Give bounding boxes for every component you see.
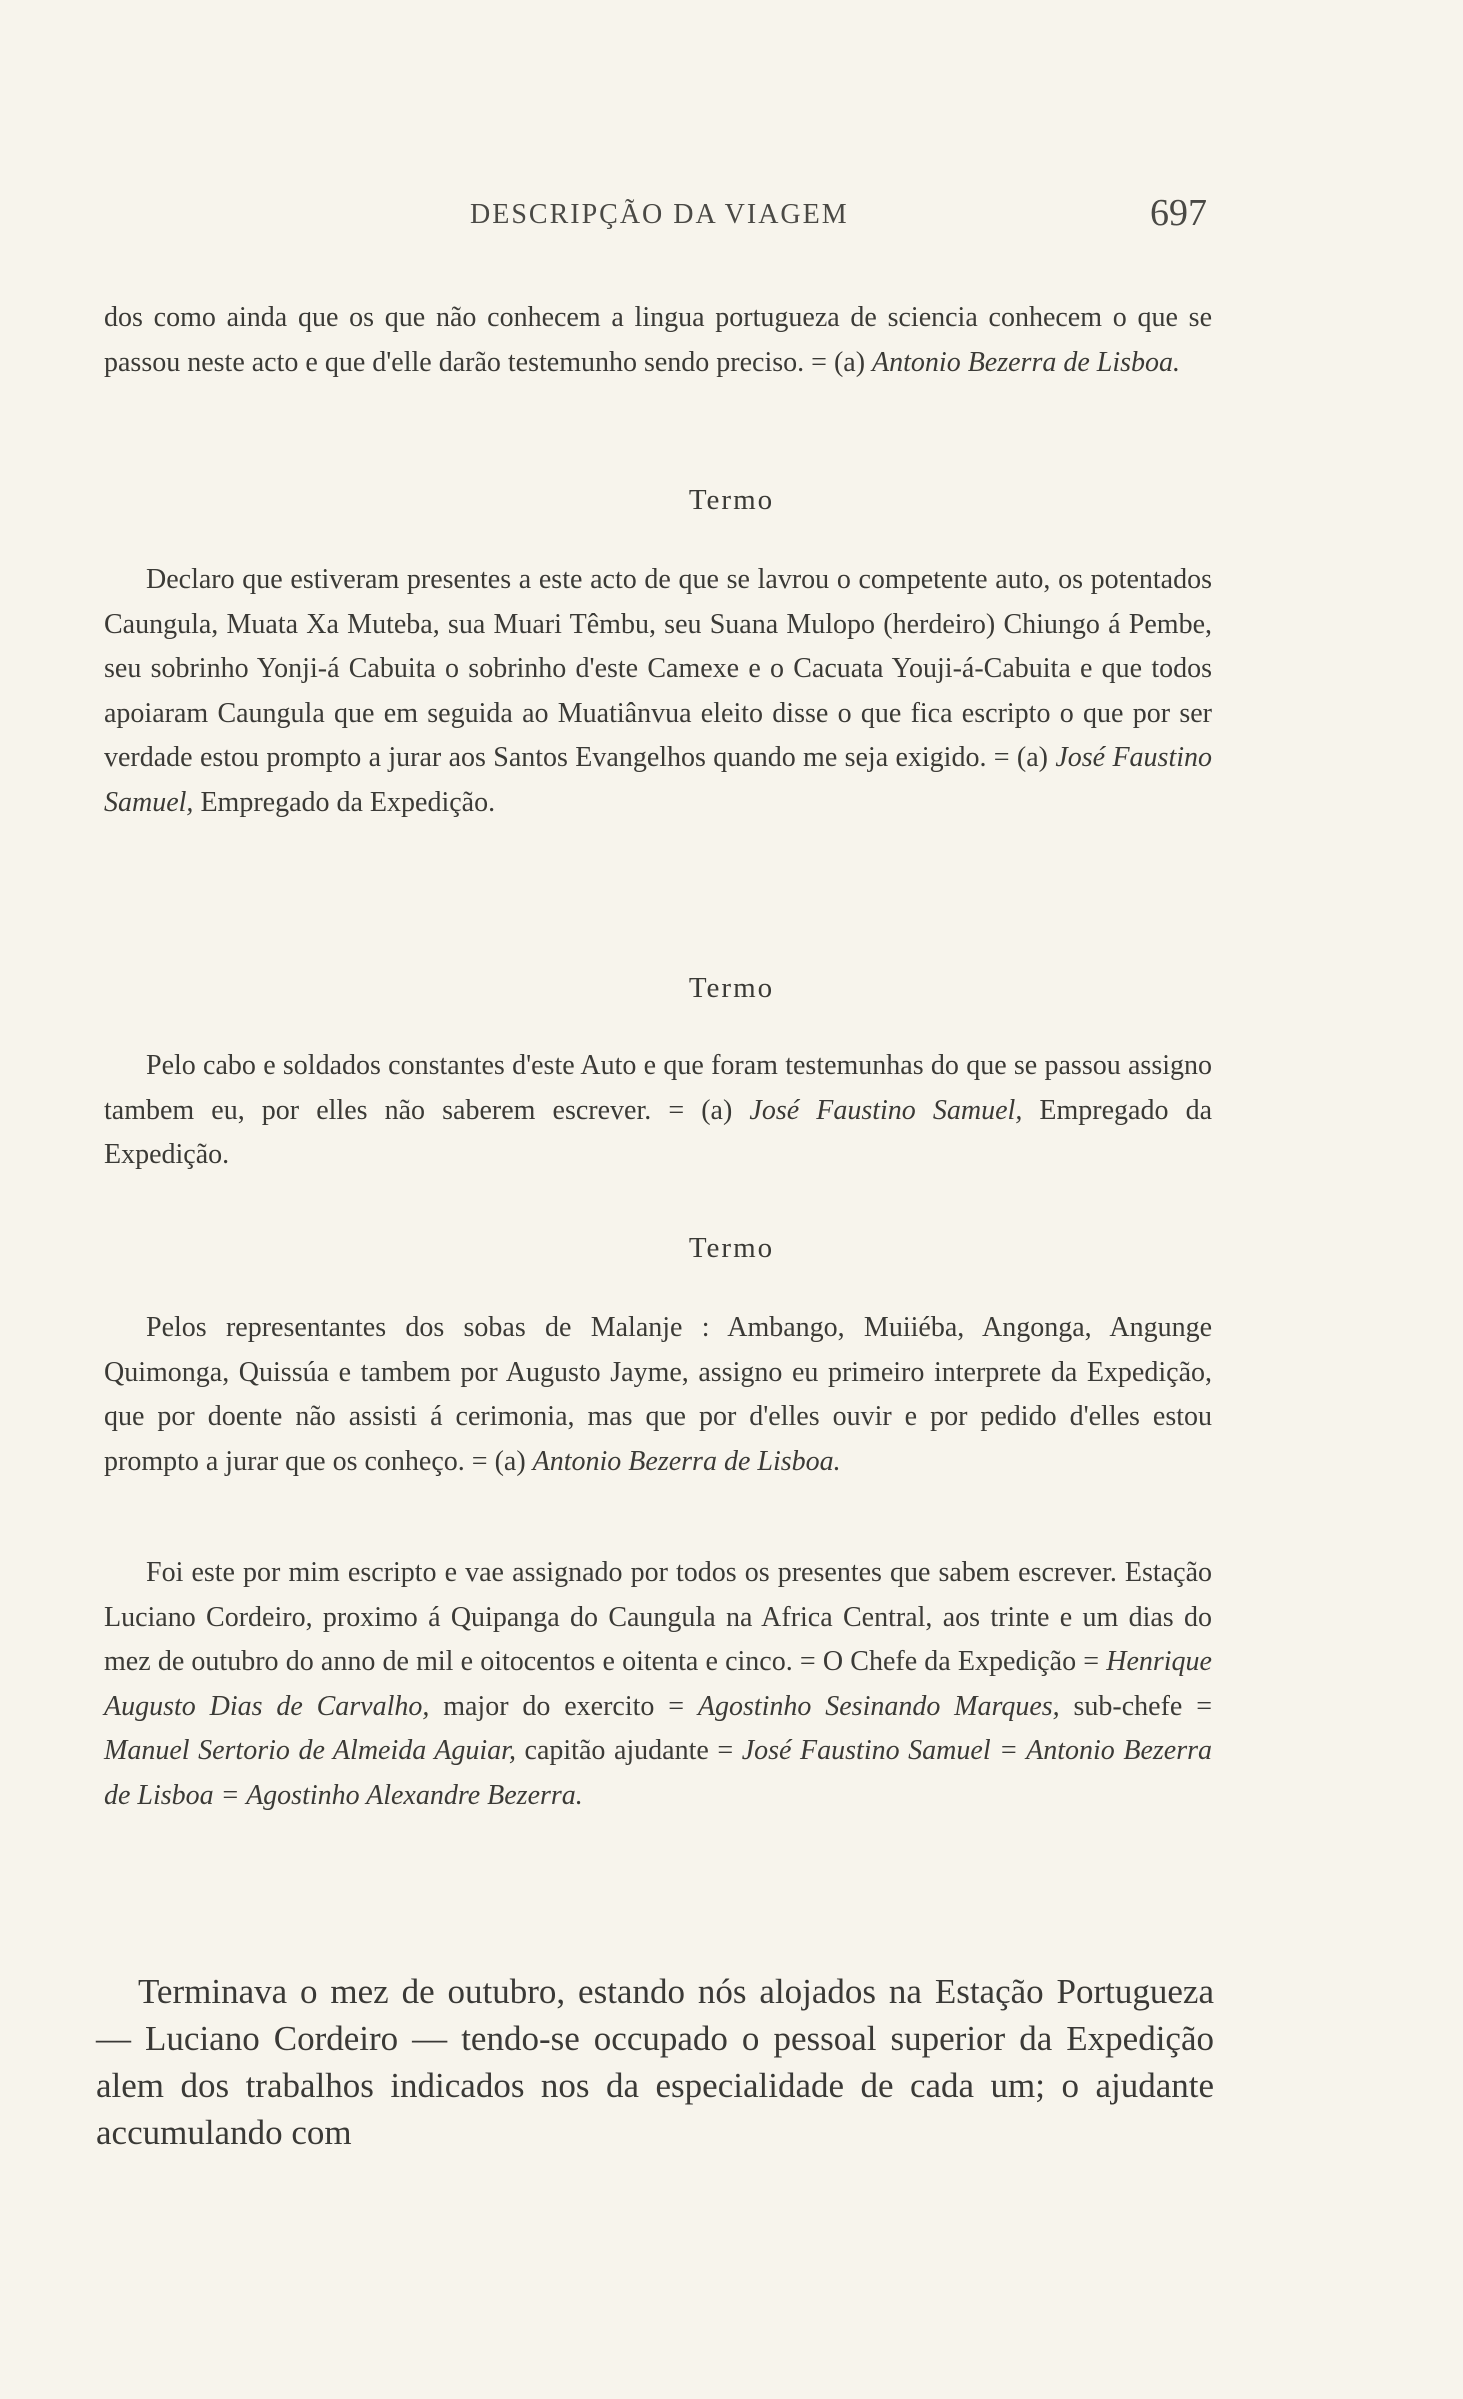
termo-1-signature: José Faustino Samuel, bbox=[104, 742, 1212, 818]
closing-text-3: sub-chefe = bbox=[1059, 1690, 1212, 1722]
termo-heading-1: Termo bbox=[688, 484, 775, 516]
termo-heading-2: Termo bbox=[688, 972, 775, 1004]
narrative-paragraph: Terminava o mez de outubro, estando nós alojados na Estação Portugueza — Luciano Cordeiro — tendo-se occupado o pessoal superior da Expedição alem dos trabalhos indicados nos da especialidade de cada um; o ajudante accumulando com bbox=[96, 1972, 1214, 2152]
closing-paragraph bbox=[104, 1551, 1212, 1818]
continuation-signature: Antonio Bezerra de Lisboa. bbox=[872, 346, 1181, 378]
termo-2-signature: José Faustino Samuel, bbox=[749, 1094, 1023, 1126]
termo-paragraph-1 bbox=[104, 558, 1212, 825]
running-header bbox=[0, 192, 1463, 237]
termo-paragraph-3 bbox=[104, 1306, 1212, 1484]
termo-heading-3: Termo bbox=[688, 1232, 775, 1264]
continuation-text: dos como ainda que os que não conhecem a lingua portugueza de sciencia conhecem o que se passou neste acto e que d'elle darão testemunho sendo preciso. = (a) bbox=[104, 302, 1212, 378]
termo-2-text: Pelo cabo e soldados constantes d'este Auto e que foram testemunhas do que se passou assigno tambem eu, por elles não saberem escrever. = (a) bbox=[104, 1050, 1212, 1126]
closing-text-2: major do exercito = bbox=[429, 1690, 698, 1722]
closing-signature-2: Agostinho Sesinando Marques, bbox=[697, 1690, 1060, 1722]
termo-paragraph-2 bbox=[104, 1044, 1212, 1178]
continuation-paragraph bbox=[104, 296, 1212, 385]
termo-1-closing: Empregado da Expedição. bbox=[193, 786, 496, 818]
closing-text-4: capitão ajudante = bbox=[515, 1735, 742, 1766]
termo-3-signature: Antonio Bezerra de Lisboa. bbox=[532, 1445, 841, 1477]
closing-signature-1: Henrique Augusto Dias de Carvalho, bbox=[104, 1646, 1212, 1722]
termo-1-text: Declaro que estiveram presentes a este acto de que se lavrou o competente auto, os potentados Caungula, Muata Xa Muteba, sua Muari Têmbu, seu Suana Mulopo (herdeiro) Chiungo á Pembe, seu sobrinho Yonji-á Cabuita o sobrinho d'este Camexe e o Cacuata Youji-á-Cabuita e que todos apoiaram Caungula que em seguida ao Muatiânvua eleito disse o que fica escripto o que por ser verdade estou prompto a jurar aos Santos Evangelhos quando me seja exigido. = (a) bbox=[104, 564, 1212, 773]
closing-text-1: Foi este por mim escripto e vae assignado por todos os presentes que sabem escrever. Estação Luciano Cordeiro, proximo á Quipanga do Caungula na Africa Central, aos trinte e um dias do mez de outubro do anno de mil e oitocentos e oitenta e cinco. = O Chefe da Expedição = bbox=[104, 1557, 1212, 1677]
running-title: DESCRIPÇÃO DA VIAGEM bbox=[470, 199, 849, 230]
closing-signature-3: Manuel Sertorio de Almeida Aguiar, bbox=[104, 1735, 516, 1766]
page-number: 697 bbox=[1150, 192, 1207, 234]
closing-signature-4: José Faustino Samuel = Antonio Bezerra de Lisboa = Agostinho Alexandre Bezerra. bbox=[104, 1735, 1213, 1811]
termo-2-closing: Empregado da Expedição. bbox=[104, 1094, 1213, 1170]
termo-3-text: Pelos representantes dos sobas de Malanje : Ambango, Muiiéba, Angonga, Angunge Quimonga, Quissúa e tambem por Augusto Jayme, assigno eu primeiro interprete da Expedição, que por doente não assisti á cerimonia, mas que por d'elles ouvir e por pedido d'elles estou prompto a jurar que os conheço. = (a) bbox=[104, 1312, 1212, 1477]
